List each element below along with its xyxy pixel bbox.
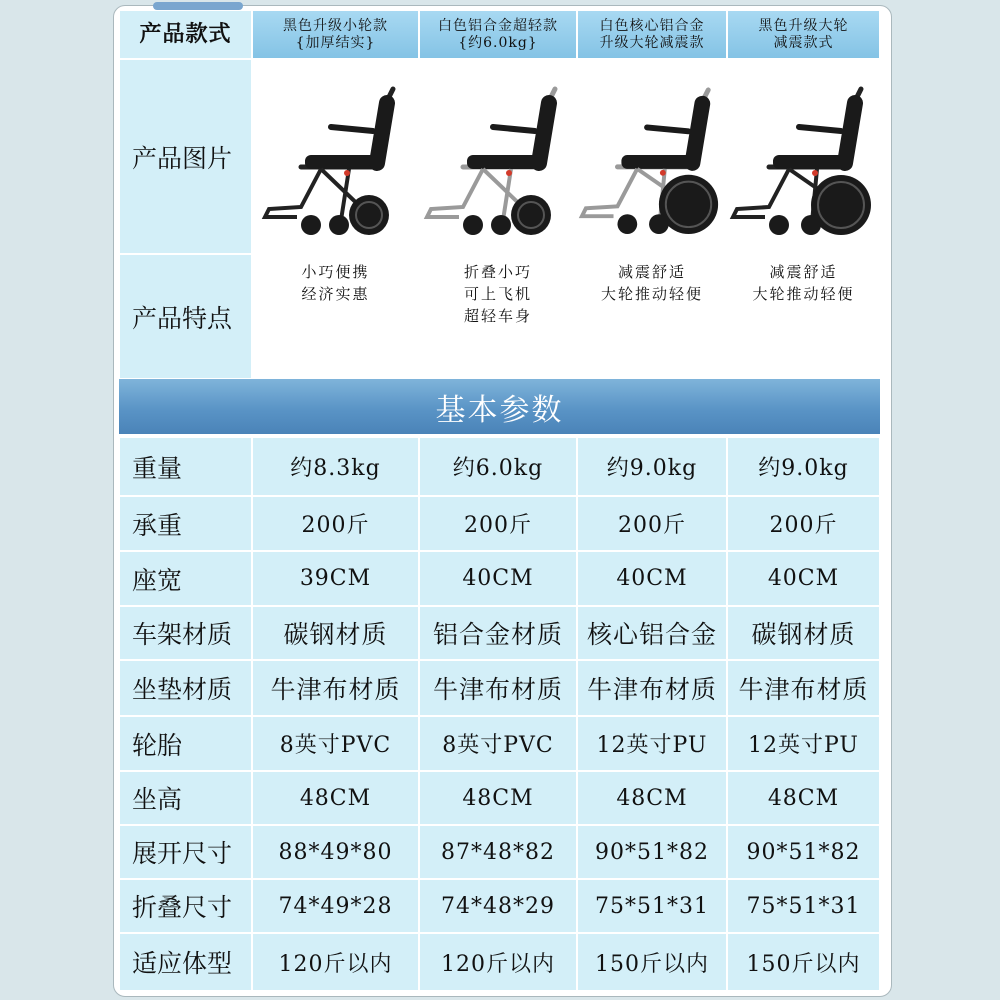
feature-list <box>301 261 369 305</box>
spec-value: 120斤以内 <box>253 934 418 990</box>
spec-value: 8英寸PVC <box>253 717 418 770</box>
spec-value: 48CM <box>253 772 418 824</box>
spec-label: 轮胎 <box>120 717 251 770</box>
spec-label: 坐高 <box>120 772 251 824</box>
feature-line: 减震舒适 <box>617 263 686 281</box>
spec-value: 90*51*82 <box>728 826 879 878</box>
spec-value: 40CM <box>728 552 879 605</box>
spec-value: 74*49*28 <box>253 880 418 932</box>
spec-value: 75*51*31 <box>728 880 879 932</box>
spec-value: 200斤 <box>253 497 418 550</box>
spec-label: 适应体型 <box>120 934 251 990</box>
spec-value: 90*51*82 <box>578 826 726 878</box>
wheelchair-white-lightweight-icon <box>423 67 573 247</box>
spec-value: 200斤 <box>578 497 726 550</box>
top-decoration <box>153 2 243 10</box>
spec-value: 约6.0kg <box>420 438 576 495</box>
images-label: 产品图片 <box>120 60 251 253</box>
feature-list <box>464 261 532 327</box>
wheelchair-black-big-wheel-icon <box>729 67 879 247</box>
model-name <box>253 11 418 58</box>
model-name-line: 白色核心铝合金 <box>599 17 705 34</box>
model-name-line: 黑色升级小轮款 <box>283 17 388 34</box>
spec-value: 120斤以内 <box>420 934 576 990</box>
model-name <box>728 11 879 58</box>
wheelchair-white-big-wheel-icon <box>578 67 726 247</box>
spec-label: 座宽 <box>120 552 251 605</box>
spec-value: 核心铝合金 <box>578 607 726 659</box>
spec-value: 铝合金材质 <box>420 607 576 659</box>
spec-label: 车架材质 <box>120 607 251 659</box>
spec-value: 40CM <box>420 552 576 605</box>
spec-value: 约8.3kg <box>253 438 418 495</box>
product-features <box>728 255 879 378</box>
spec-label: 折叠尺寸 <box>120 880 251 932</box>
feature-line: 大轮推动轻便 <box>600 285 703 303</box>
feature-line: 可上飞机 <box>463 285 532 303</box>
model-name-line: 升级大轮减震款 <box>599 34 705 51</box>
product-image <box>578 60 726 253</box>
spec-value: 约9.0kg <box>728 438 879 495</box>
spec-value: 200斤 <box>420 497 576 550</box>
feature-line: 折叠小巧 <box>463 263 532 281</box>
model-name-line: {加厚结实} <box>295 34 376 51</box>
spec-value: 约9.0kg <box>578 438 726 495</box>
spec-value: 74*48*29 <box>420 880 576 932</box>
feature-line: 经济实惠 <box>301 285 370 303</box>
product-image <box>420 60 576 253</box>
feature-line: 大轮推动轻便 <box>752 285 855 303</box>
spec-value: 牛津布材质 <box>420 661 576 715</box>
spec-value: 150斤以内 <box>578 934 726 990</box>
feature-line: 小巧便携 <box>301 263 370 281</box>
spec-value: 牛津布材质 <box>728 661 879 715</box>
spec-value: 40CM <box>578 552 726 605</box>
spec-value: 48CM <box>578 772 726 824</box>
model-name <box>578 11 726 58</box>
model-name-line: 白色铝合金超轻款 <box>438 17 558 34</box>
feature-list <box>752 261 854 305</box>
spec-value: 12英寸PU <box>578 717 726 770</box>
wheelchair-black-small-wheel-icon <box>261 67 411 247</box>
header-label: 产品款式 <box>120 11 251 58</box>
features-label: 产品特点 <box>120 255 251 378</box>
spec-value: 12英寸PU <box>728 717 879 770</box>
spec-label: 承重 <box>120 497 251 550</box>
spec-value: 150斤以内 <box>728 934 879 990</box>
spec-value: 48CM <box>728 772 879 824</box>
model-name-line: {约6.0kg} <box>458 34 538 51</box>
section-banner: 基本参数 <box>119 379 880 434</box>
product-features <box>420 255 576 378</box>
model-name-line: 减震款式 <box>773 34 834 51</box>
product-image <box>253 60 418 253</box>
feature-line: 超轻车身 <box>463 307 532 325</box>
product-image <box>728 60 879 253</box>
model-name-line: 黑色升级大轮 <box>758 17 849 34</box>
spec-label: 重量 <box>120 438 251 495</box>
product-features <box>253 255 418 378</box>
spec-value: 75*51*31 <box>578 880 726 932</box>
spec-value: 牛津布材质 <box>578 661 726 715</box>
spec-value: 碳钢材质 <box>728 607 879 659</box>
model-name <box>420 11 576 58</box>
spec-value: 8英寸PVC <box>420 717 576 770</box>
spec-value: 48CM <box>420 772 576 824</box>
spec-label: 展开尺寸 <box>120 826 251 878</box>
spec-value: 200斤 <box>728 497 879 550</box>
spec-value: 39CM <box>253 552 418 605</box>
product-features <box>578 255 726 378</box>
spec-value: 88*49*80 <box>253 826 418 878</box>
spec-label: 坐垫材质 <box>120 661 251 715</box>
feature-list <box>601 261 703 305</box>
feature-line: 减震舒适 <box>769 263 838 281</box>
spec-value: 牛津布材质 <box>253 661 418 715</box>
spec-value: 87*48*82 <box>420 826 576 878</box>
spec-value: 碳钢材质 <box>253 607 418 659</box>
